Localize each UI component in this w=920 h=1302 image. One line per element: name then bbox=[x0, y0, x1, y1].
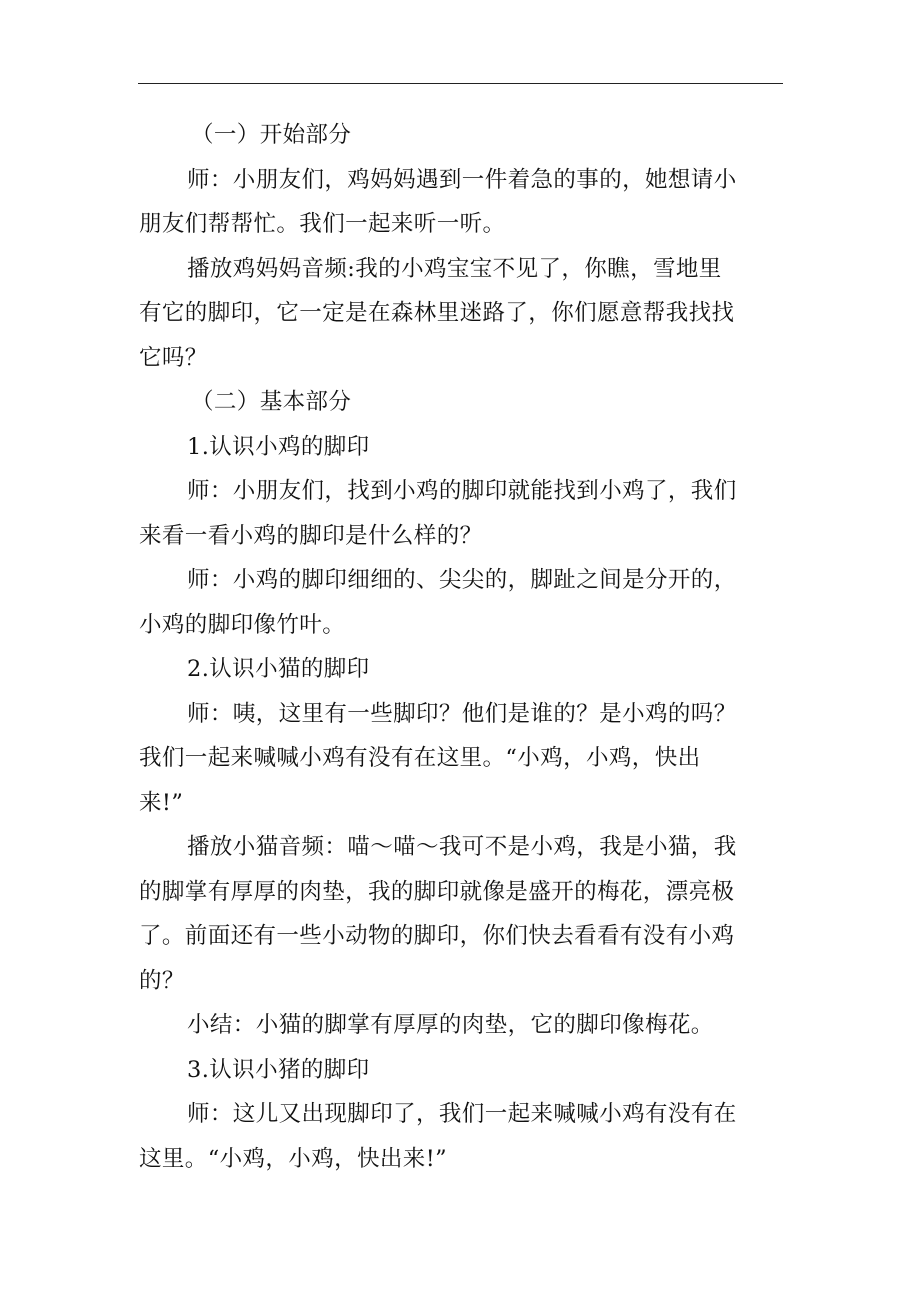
paragraph-line: 师：小朋友们，鸡妈妈遇到一件着急的事的，她想请小 bbox=[187, 166, 737, 193]
section-heading-start: （一）开始部分 bbox=[191, 122, 352, 148]
paragraph-line: 播放小猫音频：喵～喵～我可不是小鸡，我是小猫，我 bbox=[187, 834, 737, 860]
paragraph-line: 朋友们帮帮忙。我们一起来听一听。 bbox=[139, 211, 506, 237]
paragraph-line: 师：咦，这里有一些脚印？他们是谁的？是小鸡的吗？ bbox=[187, 700, 737, 727]
paragraph-line: 师：这儿又出现脚印了，我们一起来喊喊小鸡有没有在 bbox=[187, 1101, 737, 1127]
subheading-pig-footprint: 3.认识小猪的脚印 bbox=[187, 1056, 370, 1083]
paragraph-line: 来!” bbox=[139, 789, 184, 816]
paragraph-line: 师：小鸡的脚印细细的、尖尖的，脚趾之间是分开的， bbox=[187, 567, 737, 593]
paragraph-line: 的脚掌有厚厚的肉垫，我的脚印就像是盛开的梅花，漂亮极 bbox=[139, 878, 735, 905]
section-heading-basic: （二）基本部分 bbox=[191, 389, 352, 415]
paragraph-line: 小鸡的脚印像竹叶。 bbox=[139, 611, 346, 638]
document-body bbox=[139, 113, 789, 1181]
paragraph-line: 的？ bbox=[139, 967, 185, 994]
paragraph-line: 它吗？ bbox=[139, 344, 208, 371]
paragraph-line: 这里。“小鸡，小鸡，快出来!” bbox=[139, 1145, 448, 1172]
header-rule bbox=[138, 83, 783, 84]
subheading-chick-footprint: 1.认识小鸡的脚印 bbox=[187, 433, 370, 460]
paragraph-line: 我们一起来喊喊小鸡有没有在这里。“小鸡，小鸡，快出 bbox=[139, 745, 701, 771]
paragraph-line: 了。前面还有一些小动物的脚印，你们快去看看有没有小鸡 bbox=[139, 923, 735, 949]
paragraph-line: 小结：小猫的脚掌有厚厚的肉垫，它的脚印像梅花。 bbox=[187, 1012, 714, 1038]
subheading-cat-footprint: 2.认识小猫的脚印 bbox=[187, 656, 370, 682]
paragraph-line: 师：小朋友们，找到小鸡的脚印就能找到小鸡了，我们 bbox=[187, 478, 737, 504]
paragraph-line: 有它的脚印，它一定是在森林里迷路了，你们愿意帮我找找 bbox=[139, 300, 735, 326]
paragraph-line: 来看一看小鸡的脚印是什么样的？ bbox=[139, 522, 483, 549]
paragraph-line: 播放鸡妈妈音频:我的小鸡宝宝不见了，你瞧，雪地里 bbox=[187, 255, 722, 282]
